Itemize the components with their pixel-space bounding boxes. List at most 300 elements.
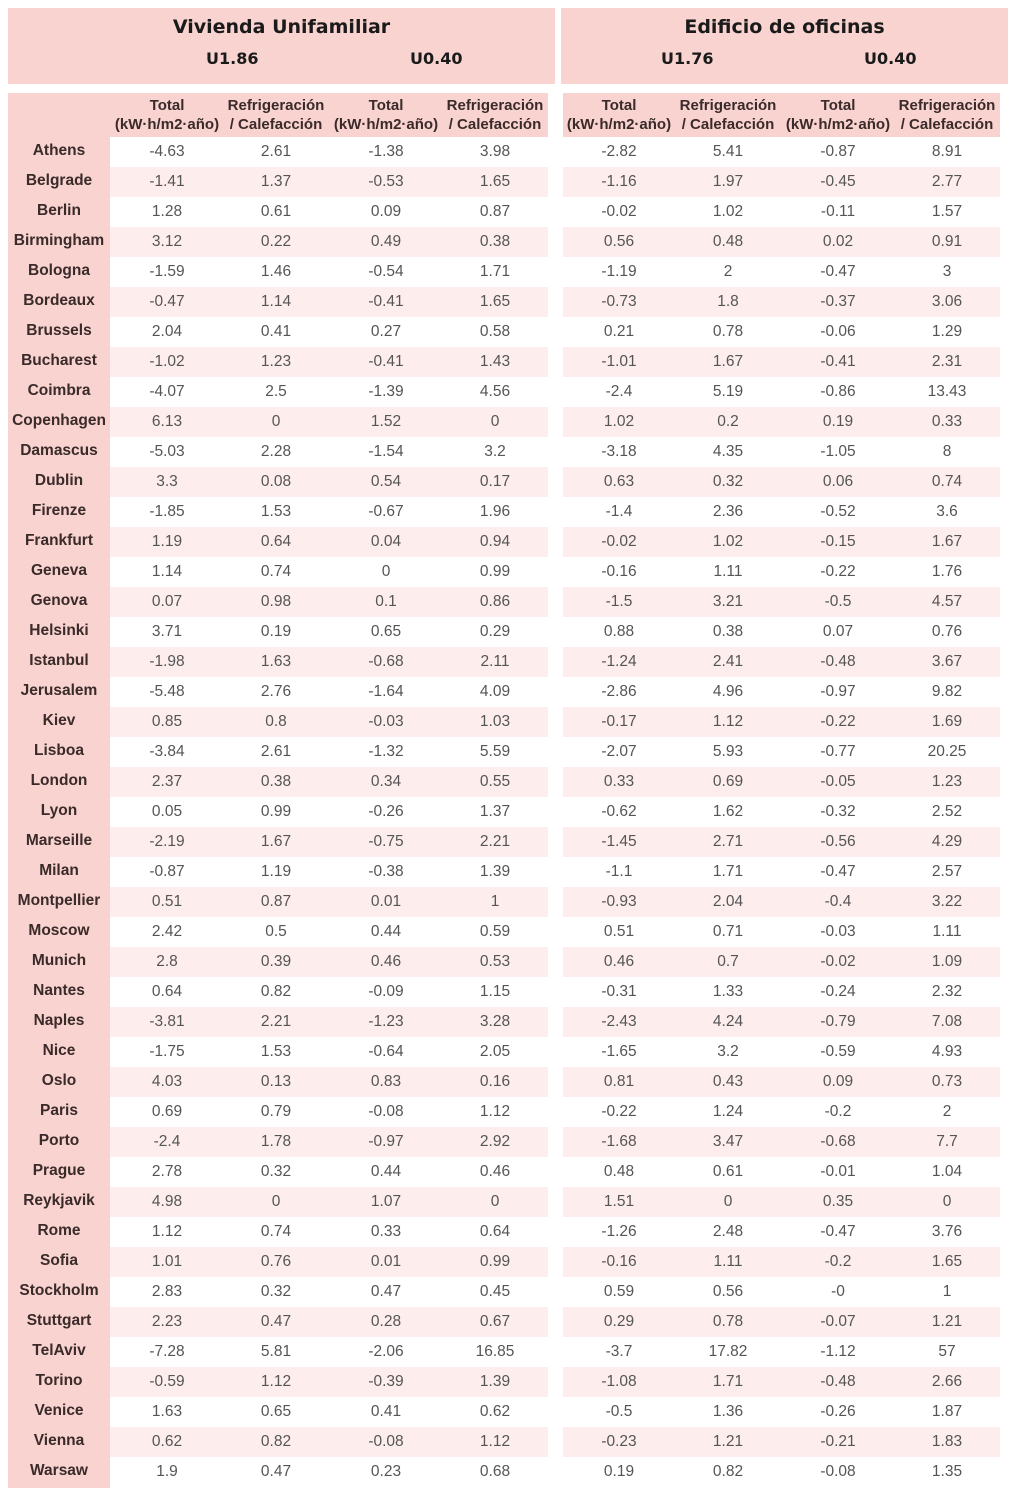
cell-refrigeracion: 0.47 — [260, 1463, 292, 1480]
cell-refrigeracion: 0.74 — [260, 1223, 292, 1240]
cell-total: -0.09 — [368, 983, 404, 1000]
cell-total: -0.32 — [820, 803, 856, 820]
city-name: Stockholm — [19, 1282, 99, 1299]
cell-refrigeracion: 3.06 — [931, 293, 963, 310]
table-row — [8, 1007, 548, 1037]
cell-refrigeracion: 1.67 — [712, 353, 744, 370]
cell-refrigeracion: 0.91 — [931, 233, 963, 250]
cell-total: -0.26 — [368, 803, 404, 820]
cell-total: 0.19 — [822, 413, 854, 430]
cell-refrigeracion: 2.71 — [712, 833, 744, 850]
cell-total: -1.4 — [605, 503, 633, 520]
cell-total: -0.68 — [368, 653, 404, 670]
cell-refrigeracion: 1.63 — [260, 653, 292, 670]
cell-total: -1.85 — [149, 503, 185, 520]
cell-total: -0.22 — [820, 563, 856, 580]
table-row — [8, 197, 548, 227]
table-row — [8, 257, 548, 287]
cell-refrigeracion: 0.65 — [260, 1403, 292, 1420]
cell-refrigeracion: 1.8 — [717, 293, 739, 310]
cell-total: -0.59 — [820, 1043, 856, 1060]
table-row — [8, 377, 548, 407]
city-name: Bologna — [28, 262, 90, 279]
table-row — [563, 857, 1000, 887]
cell-refrigeracion: 0.76 — [260, 1253, 292, 1270]
cell-refrigeracion: 1.87 — [931, 1403, 963, 1420]
cell-total: -1.02 — [149, 353, 185, 370]
cell-refrigeracion: 3.76 — [931, 1223, 963, 1240]
cell-total: -0.97 — [820, 683, 856, 700]
cell-refrigeracion: 0.74 — [931, 473, 963, 490]
cell-total: 0.46 — [603, 953, 635, 970]
cell-refrigeracion: 0.67 — [479, 1313, 511, 1330]
cell-total: 0.09 — [370, 203, 402, 220]
cell-refrigeracion: 1.29 — [931, 323, 963, 340]
table-row — [8, 1217, 548, 1247]
cell-refrigeracion: 1.39 — [479, 1373, 511, 1390]
cell-total: 0.28 — [370, 1313, 402, 1330]
cell-total: -0.2 — [824, 1253, 852, 1270]
cell-total: -1.19 — [601, 263, 637, 280]
table-row — [563, 317, 1000, 347]
city-name: TelAviv — [32, 1342, 86, 1359]
u-value-label: U0.40 — [864, 49, 917, 68]
table-row — [8, 317, 548, 347]
city-name: Copenhagen — [12, 412, 106, 429]
cell-refrigeracion: 0.74 — [260, 563, 292, 580]
cell-refrigeracion: 2.66 — [931, 1373, 963, 1390]
table-row — [8, 1127, 548, 1157]
cell-total: -0.22 — [601, 1103, 637, 1120]
city-name: London — [30, 772, 88, 789]
column-header-total — [107, 96, 227, 134]
cell-total: -0.48 — [820, 1373, 856, 1390]
cell-total: 1.12 — [151, 1223, 183, 1240]
cell-total: -1.68 — [601, 1133, 637, 1150]
cell-refrigeracion: 0.32 — [260, 1283, 292, 1300]
cell-refrigeracion: 1.39 — [479, 863, 511, 880]
cell-refrigeracion: 0.73 — [931, 1073, 963, 1090]
header-line: (kW·h/m2·año) — [785, 116, 891, 133]
cell-total: 0.02 — [822, 233, 854, 250]
city-name: Coimbra — [27, 382, 91, 399]
table-row — [563, 767, 1000, 797]
cell-total: 0 — [381, 563, 391, 580]
cell-refrigeracion: 3.47 — [712, 1133, 744, 1150]
cell-total: -0.07 — [820, 1313, 856, 1330]
cell-refrigeracion: 0.82 — [260, 983, 292, 1000]
table-row — [563, 1337, 1000, 1367]
table-row — [563, 1277, 1000, 1307]
table-row — [563, 647, 1000, 677]
cell-refrigeracion: 1.23 — [260, 353, 292, 370]
cell-refrigeracion: 1.36 — [712, 1403, 744, 1420]
cell-total: 0.33 — [370, 1223, 402, 1240]
cell-total: -0.47 — [820, 863, 856, 880]
cell-total: -1.54 — [368, 443, 404, 460]
cell-total: 3.71 — [151, 623, 183, 640]
cell-refrigeracion: 1.37 — [479, 803, 511, 820]
cell-total: -0.97 — [368, 1133, 404, 1150]
cell-refrigeracion: 3.28 — [479, 1013, 511, 1030]
cell-total: -0.64 — [368, 1043, 404, 1060]
header-line: Total — [368, 97, 404, 114]
cell-total: 4.03 — [151, 1073, 183, 1090]
cell-refrigeracion: 0 — [271, 413, 281, 430]
cell-refrigeracion: 1 — [490, 893, 500, 910]
table-row — [8, 947, 548, 977]
cell-refrigeracion: 7.7 — [936, 1133, 958, 1150]
cell-refrigeracion: 1.11 — [932, 923, 962, 940]
city-name: Prague — [32, 1162, 86, 1179]
table-row — [8, 647, 548, 677]
cell-refrigeracion: 1.11 — [713, 563, 743, 580]
cell-refrigeracion: 0.56 — [712, 1283, 744, 1300]
header-line: Refrigeración — [446, 97, 544, 114]
cell-refrigeracion: 3.21 — [712, 593, 744, 610]
cell-total: -0.5 — [605, 1403, 633, 1420]
cell-total: -0.26 — [820, 1403, 856, 1420]
cell-total: -2.4 — [153, 1133, 181, 1150]
cell-refrigeracion: 3.6 — [936, 503, 958, 520]
cell-refrigeracion: 1.97 — [712, 173, 744, 190]
cell-total: -1.98 — [149, 653, 185, 670]
cell-refrigeracion: 57 — [938, 1343, 956, 1360]
cell-total: -1.16 — [601, 173, 637, 190]
city-name: Bucharest — [21, 352, 97, 369]
table-oficinas — [563, 137, 1000, 1487]
cell-total: -0.02 — [601, 533, 637, 550]
cell-total: 0.47 — [370, 1283, 402, 1300]
table-row — [563, 497, 1000, 527]
city-name: Nice — [42, 1042, 76, 1059]
table-row — [8, 1187, 548, 1217]
table-row — [563, 377, 1000, 407]
city-name: Brussels — [26, 322, 92, 339]
cell-refrigeracion: 0.7 — [717, 953, 739, 970]
cell-refrigeracion: 3.2 — [484, 443, 506, 460]
table-row — [563, 1247, 1000, 1277]
cell-total: -0.11 — [820, 203, 856, 220]
cell-total: 0.54 — [370, 473, 402, 490]
cell-refrigeracion: 2.61 — [260, 143, 292, 160]
cell-refrigeracion: 1.12 — [260, 1373, 292, 1390]
cell-refrigeracion: 17.82 — [708, 1343, 748, 1360]
table-row — [563, 437, 1000, 467]
cell-total: 0.34 — [370, 773, 402, 790]
cell-refrigeracion: 1.46 — [260, 263, 292, 280]
header-line: Refrigeración — [679, 97, 777, 114]
cell-total: -1.45 — [601, 833, 637, 850]
table-row — [563, 1187, 1000, 1217]
cell-refrigeracion: 2 — [942, 1103, 952, 1120]
cell-total: -2.4 — [605, 383, 633, 400]
cell-total: 0.41 — [370, 1403, 402, 1420]
table-row — [8, 347, 548, 377]
table-row — [8, 557, 548, 587]
cell-total: -1.32 — [368, 743, 404, 760]
cell-total: -0.41 — [368, 353, 404, 370]
cell-refrigeracion: 0.99 — [479, 1253, 511, 1270]
cell-refrigeracion: 2.52 — [931, 803, 963, 820]
cell-total: 0.64 — [151, 983, 183, 1000]
cell-total: -3.18 — [601, 443, 637, 460]
cell-total: 0.07 — [151, 593, 183, 610]
cell-total: 0.46 — [370, 953, 402, 970]
cell-total: -0.21 — [820, 1433, 856, 1450]
u-value-label: U1.86 — [206, 49, 259, 68]
city-name: Istanbul — [29, 652, 89, 669]
city-name: Rome — [37, 1222, 81, 1239]
cell-refrigeracion: 0.59 — [479, 923, 511, 940]
table-row — [563, 167, 1000, 197]
cell-refrigeracion: 1.96 — [479, 503, 511, 520]
cell-refrigeracion: 1.04 — [931, 1163, 963, 1180]
cell-total: 0.51 — [603, 923, 635, 940]
cell-refrigeracion: 1.21 — [931, 1313, 963, 1330]
cell-refrigeracion: 0.71 — [712, 923, 744, 940]
city-name: Jerusalem — [20, 682, 98, 699]
cell-refrigeracion: 1.09 — [931, 953, 963, 970]
table-row — [8, 677, 548, 707]
table-row — [563, 1427, 1000, 1457]
cell-total: -0.03 — [368, 713, 404, 730]
cell-refrigeracion: 0.64 — [479, 1223, 511, 1240]
cell-refrigeracion: 1.33 — [712, 983, 744, 1000]
cell-total: 3.3 — [156, 473, 178, 490]
table-row — [8, 1307, 548, 1337]
table-row — [8, 1277, 548, 1307]
table-row — [563, 1157, 1000, 1187]
cell-total: 2.78 — [151, 1163, 183, 1180]
section-header-oficinas — [561, 8, 1008, 84]
cell-refrigeracion: 1.19 — [260, 863, 292, 880]
table-row — [563, 1457, 1000, 1487]
cell-total: 0.35 — [822, 1193, 854, 1210]
cell-refrigeracion: 1 — [942, 1283, 952, 1300]
table-row — [563, 1367, 1000, 1397]
cell-total: -1.64 — [368, 683, 404, 700]
city-name: Kiev — [42, 712, 76, 729]
cell-refrigeracion: 1.65 — [479, 173, 511, 190]
table-row — [563, 527, 1000, 557]
cell-total: 2.23 — [151, 1313, 183, 1330]
table-row — [8, 527, 548, 557]
cell-refrigeracion: 0.2 — [717, 413, 739, 430]
table-row — [563, 557, 1000, 587]
cell-refrigeracion: 0 — [723, 1193, 733, 1210]
cell-total: 1.07 — [370, 1193, 402, 1210]
cell-refrigeracion: 0.32 — [260, 1163, 292, 1180]
city-name: Munich — [31, 952, 87, 969]
cell-refrigeracion: 0 — [271, 1193, 281, 1210]
cell-total: 3.12 — [151, 233, 183, 250]
city-name: Frankfurt — [24, 532, 94, 549]
cell-refrigeracion: 1.35 — [931, 1463, 963, 1480]
city-name: Belgrade — [25, 172, 93, 189]
cell-total: 0.51 — [151, 893, 183, 910]
cell-refrigeracion: 0.22 — [260, 233, 292, 250]
cell-total: -2.82 — [601, 143, 637, 160]
cell-total: -0.39 — [368, 1373, 404, 1390]
cell-refrigeracion: 1.65 — [931, 1253, 963, 1270]
cell-total: -0.08 — [368, 1433, 404, 1450]
cell-refrigeracion: 5.19 — [712, 383, 744, 400]
cell-refrigeracion: 0.62 — [479, 1403, 511, 1420]
cell-refrigeracion: 1.67 — [260, 833, 292, 850]
city-name: Paris — [40, 1102, 78, 1119]
cell-refrigeracion: 1.43 — [479, 353, 511, 370]
table-row — [8, 977, 548, 1007]
cell-refrigeracion: 2.32 — [931, 983, 963, 1000]
cell-total: -1.39 — [368, 383, 404, 400]
cell-total: -0.03 — [820, 923, 856, 940]
table-row — [563, 1037, 1000, 1067]
table-row — [8, 857, 548, 887]
cell-refrigeracion: 8.91 — [931, 143, 963, 160]
cell-total: -0.47 — [820, 263, 856, 280]
cell-total: 0.05 — [151, 803, 183, 820]
cell-total: -2.07 — [601, 743, 637, 760]
table-row — [8, 617, 548, 647]
table-row — [563, 887, 1000, 917]
table-row — [563, 467, 1000, 497]
cell-refrigeracion: 0.78 — [712, 1313, 744, 1330]
cell-refrigeracion: 0.79 — [260, 1103, 292, 1120]
cell-refrigeracion: 2.41 — [712, 653, 744, 670]
cell-total: 0.09 — [822, 1073, 854, 1090]
cell-total: 0.19 — [603, 1463, 635, 1480]
u-value-label: U0.40 — [410, 49, 463, 68]
header-line: Refrigeración — [898, 97, 996, 114]
cell-total: 0.48 — [603, 1163, 635, 1180]
cell-total: -0.02 — [601, 203, 637, 220]
city-name: Lyon — [40, 802, 78, 819]
table-row — [8, 1337, 548, 1367]
cell-refrigeracion: 5.93 — [712, 743, 744, 760]
table-row — [563, 137, 1000, 167]
table-row — [8, 737, 548, 767]
table-row — [563, 1397, 1000, 1427]
cell-refrigeracion: 1.69 — [931, 713, 963, 730]
cell-refrigeracion: 1.62 — [712, 803, 744, 820]
cell-total: -0.05 — [820, 773, 856, 790]
cell-total: 0.69 — [151, 1103, 183, 1120]
cell-refrigeracion: 0.55 — [479, 773, 511, 790]
cell-total: -3.84 — [149, 743, 185, 760]
cell-refrigeracion: 0.76 — [931, 623, 963, 640]
city-name: Milan — [39, 862, 79, 879]
header-line: Total — [601, 97, 637, 114]
cell-total: 0.88 — [603, 623, 635, 640]
cell-total: -0.75 — [368, 833, 404, 850]
cell-refrigeracion: 0.46 — [479, 1163, 511, 1180]
table-row — [563, 737, 1000, 767]
cell-total: -0.87 — [149, 863, 185, 880]
table-row — [563, 587, 1000, 617]
cell-refrigeracion: 1.76 — [931, 563, 963, 580]
cell-refrigeracion: 2.05 — [479, 1043, 511, 1060]
cell-total: 1.19 — [151, 533, 183, 550]
cell-total: 0.83 — [370, 1073, 402, 1090]
cell-refrigeracion: 13.43 — [927, 383, 967, 400]
cell-refrigeracion: 1.71 — [712, 863, 744, 880]
city-name: Montpellier — [17, 892, 101, 909]
cell-total: -3.81 — [149, 1013, 185, 1030]
cell-total: -1.75 — [149, 1043, 185, 1060]
city-name: Nantes — [33, 982, 85, 999]
cell-refrigeracion: 2.77 — [931, 173, 963, 190]
cell-total: 2.42 — [151, 923, 183, 940]
city-name: Oslo — [41, 1072, 77, 1089]
cell-total: -4.63 — [149, 143, 185, 160]
table-row — [8, 497, 548, 527]
cell-total: 1.52 — [370, 413, 402, 430]
cell-total: -0.17 — [601, 713, 637, 730]
city-name: Sofia — [40, 1252, 78, 1269]
city-name: Reykjavik — [23, 1192, 95, 1209]
cell-refrigeracion: 2.36 — [712, 503, 744, 520]
table-row — [8, 407, 548, 437]
cell-total: 1.02 — [603, 413, 635, 430]
header-line: (kW·h/m2·año) — [333, 116, 439, 133]
city-name: Porto — [38, 1132, 80, 1149]
cell-total: 0.59 — [603, 1283, 635, 1300]
cell-total: 4.98 — [151, 1193, 183, 1210]
table-row — [8, 1157, 548, 1187]
cell-total: -0.86 — [820, 383, 856, 400]
cell-refrigeracion: 0.69 — [712, 773, 744, 790]
column-header-refrigeracion — [668, 96, 788, 134]
cell-total: -1.08 — [601, 1373, 637, 1390]
cell-refrigeracion: 2.76 — [260, 683, 292, 700]
cell-refrigeracion: 0.82 — [712, 1463, 744, 1480]
cell-refrigeracion: 4.09 — [479, 683, 511, 700]
cell-total: -0.87 — [820, 143, 856, 160]
table-row — [563, 617, 1000, 647]
cell-total: -0.22 — [820, 713, 856, 730]
cell-refrigeracion: 1.03 — [479, 713, 511, 730]
cell-refrigeracion: 1.83 — [931, 1433, 963, 1450]
table-row — [8, 797, 548, 827]
table-row — [8, 917, 548, 947]
table-row — [563, 407, 1000, 437]
table-row — [563, 347, 1000, 377]
cell-total: -0.77 — [820, 743, 856, 760]
cell-refrigeracion: 0.53 — [479, 953, 511, 970]
cell-total: -0.73 — [601, 293, 637, 310]
cell-refrigeracion: 0.13 — [260, 1073, 292, 1090]
cell-refrigeracion: 4.29 — [931, 833, 963, 850]
table-row — [563, 1127, 1000, 1157]
cell-total: 0.23 — [370, 1463, 402, 1480]
cell-refrigeracion: 3 — [942, 263, 952, 280]
table-row — [563, 677, 1000, 707]
table-row — [8, 1367, 548, 1397]
header-line: Refrigeración — [227, 97, 325, 114]
cell-total: -0.93 — [601, 893, 637, 910]
cell-refrigeracion: 1.53 — [260, 503, 292, 520]
city-name: Moscow — [28, 922, 90, 939]
cell-refrigeracion: 0.94 — [479, 533, 511, 550]
cell-total: 2.37 — [151, 773, 183, 790]
table-row — [563, 977, 1000, 1007]
cell-total: -0.24 — [820, 983, 856, 1000]
cell-refrigeracion: 0.87 — [260, 893, 292, 910]
city-name: Marseille — [25, 832, 93, 849]
cell-total: 0.01 — [370, 1253, 402, 1270]
cell-refrigeracion: 0.86 — [479, 593, 511, 610]
